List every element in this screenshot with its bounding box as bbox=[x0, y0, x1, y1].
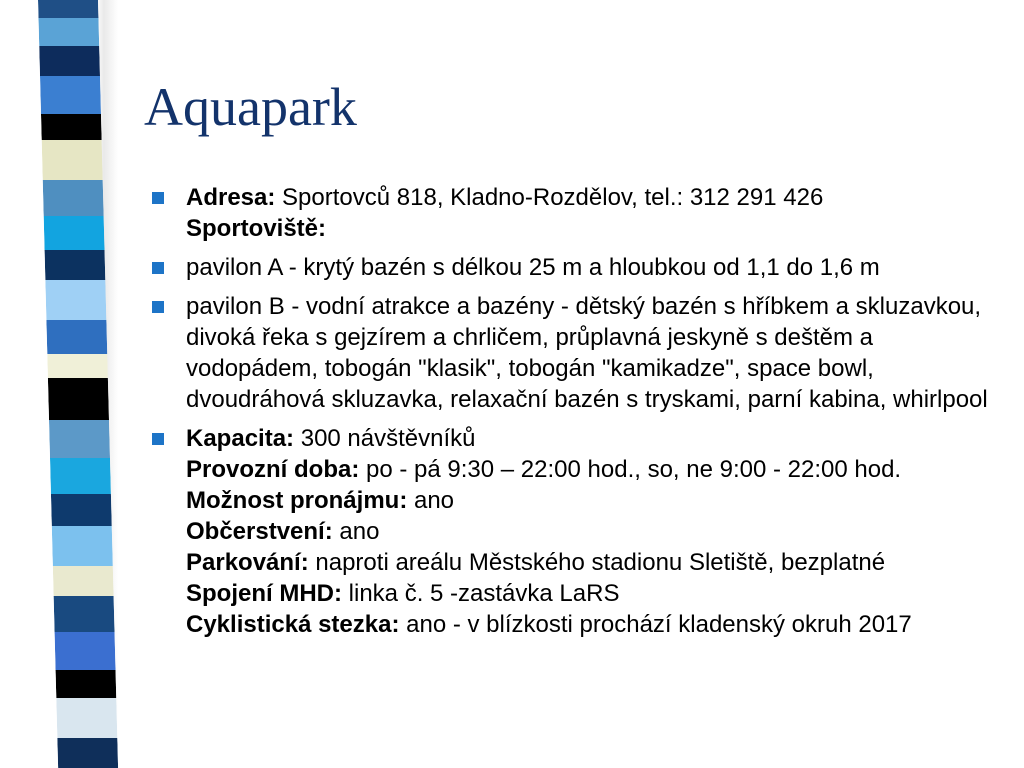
slide-title: Aquapark bbox=[144, 77, 357, 137]
capacity-line bbox=[186, 423, 988, 454]
public-transport-label: Spojení MHD: bbox=[186, 580, 342, 607]
decorative-stripe bbox=[52, 526, 113, 566]
decorative-stripe bbox=[55, 632, 116, 670]
decorative-stripe bbox=[49, 420, 110, 458]
cycle-path-label: Cyklistická stezka: bbox=[186, 611, 400, 638]
rental-line bbox=[186, 485, 988, 516]
opening-hours-line bbox=[186, 454, 988, 485]
public-transport-value: linka č. 5 -zastávka LaRS bbox=[342, 580, 620, 607]
address-line bbox=[186, 182, 988, 213]
bullet-item-address bbox=[148, 182, 988, 244]
opening-hours-label: Provozní doba: bbox=[186, 456, 360, 483]
public-transport-line bbox=[186, 578, 988, 609]
cycle-path-value: ano - v blízkosti prochází kladenský okruh 2017 bbox=[399, 611, 912, 638]
bullet-item-pavilion-b bbox=[148, 291, 988, 415]
rental-label: Možnost pronájmu: bbox=[186, 487, 408, 514]
cycle-path-line bbox=[186, 609, 988, 640]
refreshments-value: ano bbox=[332, 518, 380, 545]
decorative-stripe bbox=[47, 354, 108, 378]
decorative-stripe bbox=[42, 140, 103, 180]
decorative-stripe bbox=[57, 738, 118, 768]
pavilion-b-text: pavilon B - vodní atrakce a bazény - dětský bazén s hříbkem a skluzavkou, divoká řeka s gejzírem a chrličem, průplavná jeskyně s deštěm a vodopádem, tobogán "klasik", tobogán "kamikadze", space bowl, dvoudráhová skluzavka, relaxační bazén s tryskami, parní kabina, whirlpool bbox=[186, 293, 988, 413]
address-value: Sportovců 818, Kladno-Rozdělov, tel.: 312 291 426 bbox=[275, 184, 824, 211]
decorative-stripe bbox=[45, 250, 106, 280]
bullet-item-pavilion-a bbox=[148, 252, 988, 283]
pavilion-a-text: pavilon A - krytý bazén s délkou 25 m a hloubkou od 1,1 do 1,6 m bbox=[186, 254, 880, 281]
refreshments-line bbox=[186, 516, 988, 547]
decorative-stripe bbox=[56, 698, 117, 738]
decorative-stripe bbox=[56, 670, 117, 698]
address-label: Adresa: bbox=[186, 184, 276, 211]
decorative-stripe bbox=[41, 114, 102, 140]
parking-label: Parkování: bbox=[186, 549, 309, 576]
decorative-stripe bbox=[38, 18, 99, 46]
slide-content bbox=[148, 182, 988, 648]
decorative-stripe bbox=[38, 0, 98, 18]
bullet-square-icon bbox=[152, 192, 164, 204]
decorative-stripe bbox=[43, 180, 104, 216]
refreshments-label: Občerstvení: bbox=[186, 518, 333, 545]
capacity-label: Kapacita: bbox=[186, 425, 295, 452]
decorative-stripe bbox=[39, 46, 100, 76]
bullet-item-details bbox=[148, 423, 988, 640]
decorative-stripe bbox=[48, 378, 109, 420]
decorative-stripe bbox=[50, 458, 111, 494]
decorative-stripe bbox=[40, 76, 101, 114]
bullet-square-icon bbox=[152, 301, 164, 313]
decorative-stripe bbox=[54, 596, 115, 632]
decorative-stripe bbox=[44, 216, 105, 250]
parking-line bbox=[186, 547, 988, 578]
decorative-stripe bbox=[51, 494, 112, 526]
bullet-square-icon bbox=[152, 262, 164, 274]
rental-value: ano bbox=[407, 487, 455, 514]
bullet-square-icon bbox=[152, 433, 164, 445]
parking-value: naproti areálu Městského stadionu Sletiště, bezplatné bbox=[308, 549, 886, 576]
capacity-value: 300 návštěvníků bbox=[294, 425, 476, 452]
opening-hours-value: po - pá 9:30 – 22:00 hod., so, ne 9:00 - 22:00 hod. bbox=[359, 456, 902, 483]
decorative-stripe bbox=[45, 280, 106, 320]
decorative-stripe bbox=[46, 320, 107, 354]
sports-venues-line bbox=[186, 213, 988, 244]
sports-venues-label: Sportoviště: bbox=[186, 215, 327, 242]
decorative-stripe bbox=[53, 566, 114, 596]
